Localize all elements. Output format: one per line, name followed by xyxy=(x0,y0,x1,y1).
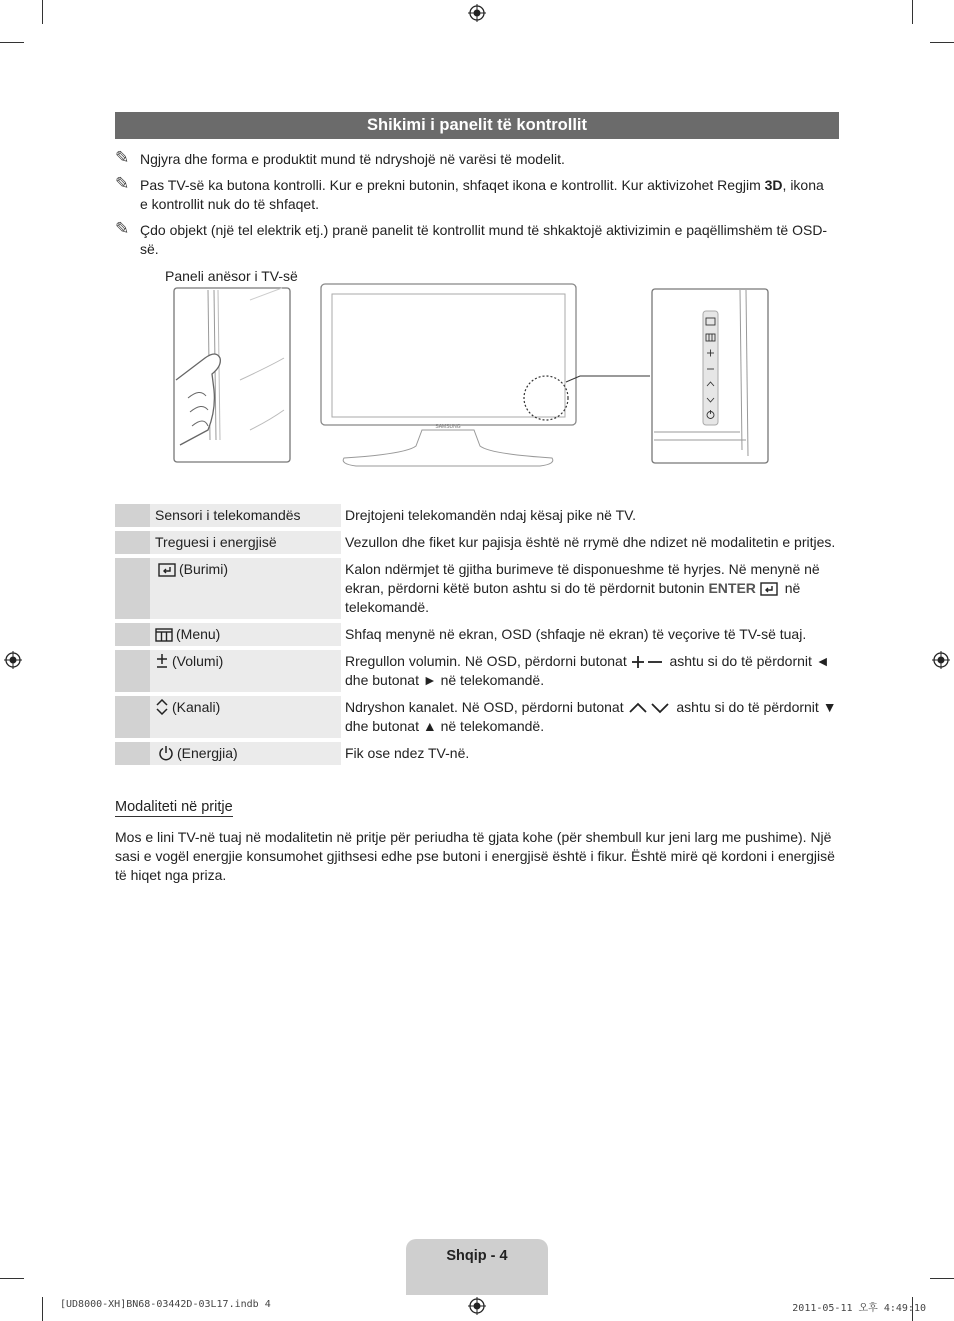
table-row xyxy=(115,696,839,738)
source-icon xyxy=(158,563,176,577)
table-row xyxy=(115,742,839,765)
tv-illustration xyxy=(321,284,650,466)
menu-icon xyxy=(155,628,173,642)
note xyxy=(115,221,835,259)
description-text: Ndryshon kanalet. Në OSD, përdorni butonat xyxy=(345,699,628,715)
control-name-text: (Volumi) xyxy=(172,653,224,669)
volume-icon xyxy=(155,653,169,669)
control-name-text: (Menu) xyxy=(176,626,221,642)
control-name xyxy=(150,742,341,765)
row-marker xyxy=(115,531,150,554)
control-name-text: (Kanali) xyxy=(172,699,221,715)
control-name: Treguesi i energjisë xyxy=(150,531,341,554)
registration-mark-icon xyxy=(468,4,486,22)
crop-mark xyxy=(42,0,43,24)
control-name xyxy=(150,650,341,692)
crop-mark xyxy=(42,1297,43,1321)
control-name-text: (Energjia) xyxy=(177,745,238,761)
row-marker xyxy=(115,650,150,692)
crop-mark xyxy=(930,42,954,43)
tv-brand-logo: SAMSUNG xyxy=(435,424,461,430)
description-text: Kalon ndërmjet të gjitha burimeve të disponueshme të hyrjes. Në menynë në ekran, përdorni këtë buton ashtu si do të përdornit butonin xyxy=(345,561,820,596)
table-row xyxy=(115,531,839,554)
row-marker xyxy=(115,504,150,527)
crop-mark xyxy=(0,1278,24,1279)
table-row xyxy=(115,623,839,646)
registration-mark-icon xyxy=(932,651,950,669)
control-description xyxy=(341,696,839,738)
pencil-note-icon: ✎ xyxy=(115,174,130,193)
note-text: Ngjyra dhe forma e produktit mund të ndryshojë në varësi të modelit. xyxy=(140,151,565,167)
pencil-note-icon: ✎ xyxy=(115,148,130,167)
pencil-note-icon: ✎ xyxy=(115,219,130,238)
page-number-label: Shqip - 4 xyxy=(406,1239,548,1295)
note xyxy=(115,150,835,169)
note-bold-text: 3D xyxy=(764,177,783,193)
table-row xyxy=(115,650,839,692)
channel-icon xyxy=(155,699,169,715)
control-name: Sensori i telekomandës xyxy=(150,504,341,527)
crop-mark xyxy=(912,0,913,24)
control-name xyxy=(150,623,341,646)
side-panel-illustration xyxy=(174,288,290,462)
power-icon xyxy=(158,745,174,761)
control-name xyxy=(150,696,341,738)
control-name xyxy=(150,558,341,619)
row-marker xyxy=(115,696,150,738)
row-marker xyxy=(115,558,150,619)
footer-timestamp: 2011-05-11 오후 4:49:10 xyxy=(792,1303,926,1314)
control-description: Shfaq menynë në ekran, OSD (shfaqje në ekran) të veçorive të TV-së tuaj. xyxy=(345,626,807,642)
row-marker xyxy=(115,742,150,765)
description-text: ashtu si do të përdornit ◄ dhe butonat ► në telekomandë. xyxy=(345,653,830,688)
description-text: Rregullon volumin. Në OSD, përdorni butonat xyxy=(345,653,631,669)
note-text-part: Pas TV-së ka butona kontrolli. Kur e prekni butonin, shfaqet ikona e kontrollit. Kur aktivizohet Regjim xyxy=(140,177,765,193)
note xyxy=(115,176,835,214)
control-table xyxy=(115,500,839,769)
control-description: Fik ose ndez TV-në. xyxy=(345,745,470,761)
note-text: Çdo objekt (një tel elektrik etj.) pranë panelit të kontrollit mund të shkaktojë aktivizimin e paqëllimshëm të OSD-së. xyxy=(140,222,828,257)
registration-mark-icon xyxy=(468,1297,486,1315)
side-panel-label: Paneli anësor i TV-së xyxy=(165,268,298,284)
row-marker xyxy=(115,623,150,646)
crop-mark xyxy=(0,42,24,43)
control-description xyxy=(341,650,839,692)
table-row xyxy=(115,558,839,619)
standby-title: Modaliteti në pritje xyxy=(115,799,233,815)
control-name-text: (Burimi) xyxy=(179,561,228,577)
control-description xyxy=(341,558,839,619)
enter-icon xyxy=(760,582,778,596)
plus-minus-icon xyxy=(631,655,663,669)
control-panel-zoom xyxy=(652,289,768,463)
control-description: Drejtojeni telekomandën ndaj kësaj pike në TV. xyxy=(345,507,637,523)
registration-mark-icon xyxy=(4,651,22,669)
description-text: ashtu si do të përdornit ▼ dhe butonat ▲ në telekomandë. xyxy=(345,699,837,734)
section-title: Shikimi i panelit të kontrollit xyxy=(115,112,839,139)
crop-mark xyxy=(930,1278,954,1279)
enter-label: ENTER xyxy=(708,580,756,596)
note-text xyxy=(140,176,835,214)
up-down-arrows-icon xyxy=(628,701,670,715)
description-text: në telekomandë. xyxy=(345,580,801,615)
standby-text: Mos e lini TV-në tuaj në modalitetin në pritje për periudha të gjata kohe (për shembull kur jeni larg me pushime). Një sasi e vogël energjie konsumohet gjithsesi edhe pse butoni i energjisë është i fikur. Është mirë që kordoni i energjisë të hiqet nga priza. xyxy=(115,829,835,883)
note-text-part: , ikona e kontrollit nuk do të shfaqet. xyxy=(140,177,824,212)
table-row xyxy=(115,504,839,527)
control-description: Vezullon dhe fiket kur pajisja është në rrymë dhe ndizet në modalitetin e pritjes. xyxy=(345,534,836,550)
footer-file-info: [UD8000-XH]BN68-03442D-03L17.indb 4 xyxy=(60,1299,271,1310)
control-panel-figure xyxy=(160,280,780,475)
